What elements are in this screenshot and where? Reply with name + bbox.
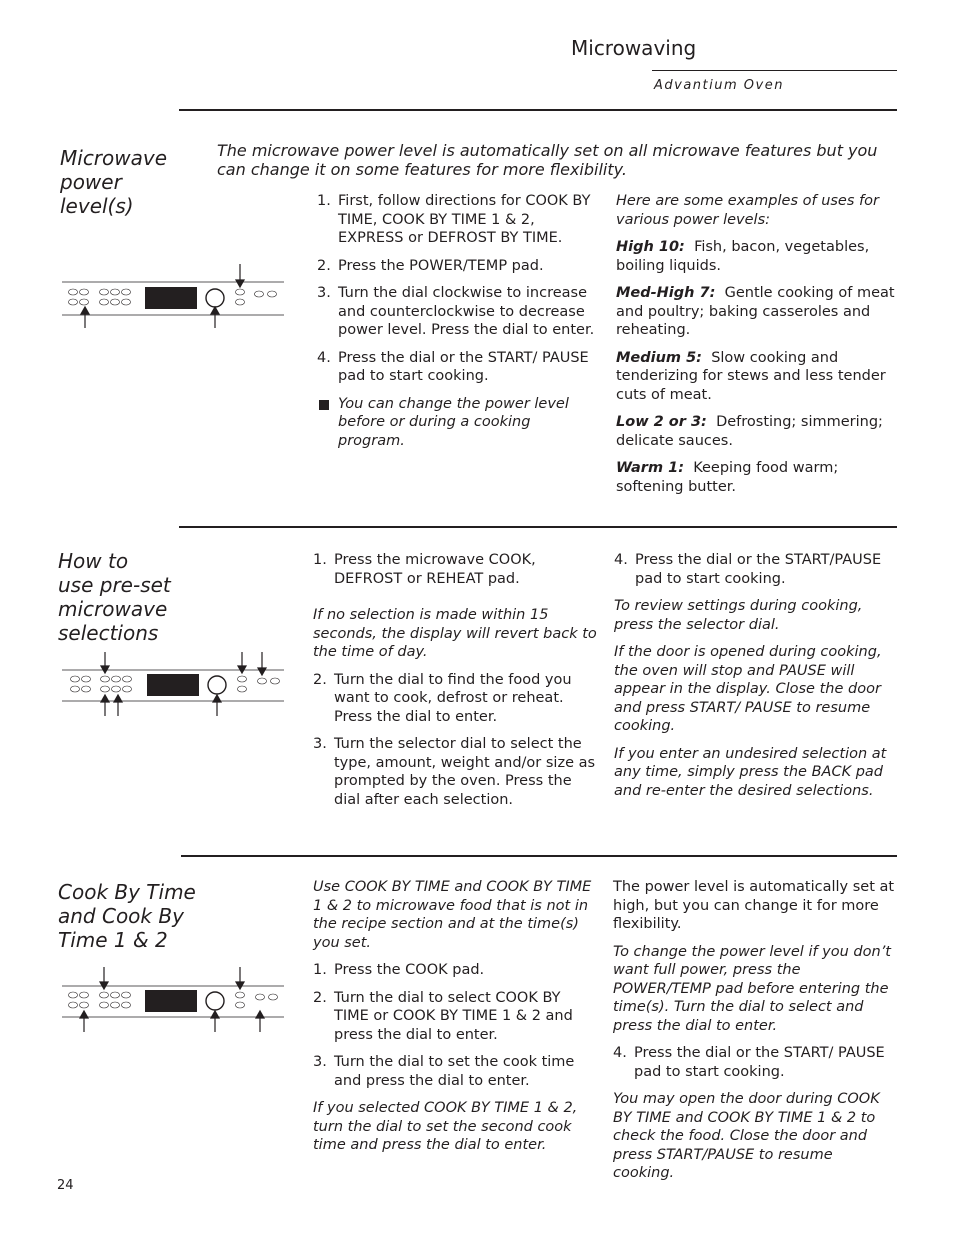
step-text: Turn the dial clockwise to increase and counterclockwise to decrease power level. Press the dial to enter. (338, 285, 595, 338)
note-text: You may open the door during COOK BY TIME and COOK BY TIME 1 & 2 to check the food. Close the door and press START/PAUSE to resume cooking. (613, 1091, 880, 1181)
list-item (317, 257, 599, 276)
header-divider (652, 70, 897, 71)
section2-title (58, 549, 171, 645)
step-text: Turn the dial to select COOK BY TIME or COOK BY TIME 1 & 2 and press the dial to enter. (334, 989, 573, 1043)
step-number: 3. (317, 285, 331, 301)
section-divider (181, 855, 897, 857)
section1-title (60, 146, 167, 218)
example-label: Medium 5: (616, 349, 702, 366)
list-item (317, 192, 599, 248)
note-text: If you enter an undesired selection at any time, simply press the BACK pad and re-enter the desired selections. (614, 745, 887, 799)
section1-steps-column (317, 192, 599, 459)
example-item (616, 413, 897, 450)
note-text: If you selected COOK BY TIME 1 & 2, turn the dial to set the second cook time and press the dial to enter. (313, 1100, 578, 1153)
note-item (317, 395, 599, 451)
section3-title-line: and Cook By (58, 904, 184, 928)
example-item (616, 238, 897, 275)
example-item (616, 349, 897, 405)
section2-title-line: selections (58, 621, 159, 645)
step-number: 4. (317, 349, 331, 366)
step-text: Press the microwave COOK, DEFROST or REHEAT pad. (334, 552, 536, 587)
section1-examples-column (616, 192, 897, 505)
step-text: Turn the dial to set the cook time and press the dial to enter. (334, 1054, 575, 1089)
section3-left-column (313, 878, 599, 1164)
section2-title-line: microwave (58, 597, 168, 621)
page-header-title: Microwaving (571, 36, 697, 60)
note-text: If the door is opened during cooking, the oven will stop and PAUSE will appear in the display. Close the door and press START/ PAUSE to resume cooking. (614, 644, 882, 734)
step-text: Turn the dial to find the food you want to cook, defrost or reheat. Press the dial to enter. (334, 671, 572, 725)
note-text: If no selection is made within 15 seconds, the display will revert back to the time of day. (313, 607, 597, 660)
step-text: Press the dial or the START/ PAUSE pad to start cooking. (338, 349, 589, 384)
step-text: First, follow directions for COOK BY TIME, COOK BY TIME 1 & 2, EXPRESS or DEFROST BY TIME. (338, 193, 591, 246)
section1-intro: The microwave power level is automatically set on all microwave features but you can change it on some features for more flexibility. (217, 141, 878, 179)
example-text: Keeping food warm; softening butter. (616, 460, 839, 495)
section3-title-line: Cook By Time (58, 880, 196, 904)
intro-text: Use COOK BY TIME and COOK BY TIME 1 & 2 to microwave food that is not in the recipe section and at the time(s) you set. (313, 879, 592, 951)
list-item (313, 1053, 599, 1090)
section1-title-line: level(s) (60, 194, 134, 218)
example-label: High 10: (616, 239, 685, 255)
step-number: 2. (313, 671, 327, 688)
step-number: 1. (313, 962, 327, 978)
list-item (317, 349, 599, 386)
list-item (313, 961, 599, 980)
example-label: Warm 1: (616, 460, 684, 476)
section2-title-line: How to (58, 549, 129, 573)
control-panel-diagram (60, 650, 286, 720)
body-text: The power level is automatically set at high, but you can change it for more flexibility. (613, 879, 895, 932)
page-header-subtitle: Advantium Oven (654, 78, 784, 93)
control-panel-diagram (60, 964, 286, 1036)
example-text: Fish, bacon, vegetables, boiling liquids. (616, 239, 870, 274)
section1-title-line: Microwave (60, 146, 168, 170)
step-number: 3. (313, 736, 327, 752)
step-number: 1. (313, 552, 327, 568)
section2-left-column (313, 551, 599, 818)
list-item (614, 551, 897, 588)
section2-right-column (614, 551, 897, 809)
section3-right-column (613, 878, 897, 1192)
example-label: Low 2 or 3: (616, 414, 707, 430)
example-label: Med-High 7: (616, 285, 716, 301)
step-text: Press the dial or the START/PAUSE pad to start cooking. (635, 552, 882, 587)
section2-title-line: use pre-set (58, 573, 171, 597)
note-text: To review settings during cooking, press the selector dial. (614, 598, 863, 633)
step-number: 2. (317, 257, 331, 274)
examples-intro: Here are some examples of uses for various power levels: (616, 193, 879, 228)
step-number: 2. (313, 989, 327, 1006)
step-number: 1. (317, 193, 331, 209)
section-divider (179, 526, 897, 528)
example-item (616, 459, 897, 496)
example-text: Slow cooking and tenderizing for stews and less tender cuts of meat. (616, 349, 886, 403)
step-number: 3. (313, 1054, 327, 1070)
section1-title-line: power (60, 170, 122, 194)
step-text: Turn the selector dial to select the type, amount, weight and/or size as prompted by the oven. Press the dial after each selection. (334, 736, 596, 808)
list-item (313, 989, 599, 1045)
note-text: To change the power level if you don’t want full power, press the POWER/TEMP pad before entering the time(s). Turn the dial to select and press the dial to enter. (613, 943, 891, 1034)
step-number: 4. (613, 1045, 627, 1061)
list-item (613, 1044, 897, 1081)
example-item (616, 284, 897, 340)
step-text: Press the COOK pad. (334, 962, 485, 978)
section3-title (58, 880, 196, 952)
section3-title-line: Time 1 & 2 (58, 928, 168, 952)
list-item (313, 671, 599, 727)
example-text: Defrosting; simmering; delicate sauces. (616, 414, 883, 449)
square-bullet-icon (319, 400, 329, 410)
list-item (313, 735, 599, 809)
section-divider-top (179, 109, 897, 111)
page-number: 24 (57, 1178, 74, 1193)
list-item (313, 551, 599, 588)
list-item (317, 284, 599, 340)
control-panel-diagram (60, 248, 286, 334)
step-text: Press the POWER/TEMP pad. (338, 257, 544, 274)
step-number: 4. (614, 552, 628, 568)
note-text: You can change the power level before or during a cooking program. (338, 395, 569, 449)
example-text: Gentle cooking of meat and poultry; baking casseroles and reheating. (616, 285, 895, 338)
step-text: Press the dial or the START/ PAUSE pad to start cooking. (634, 1045, 885, 1080)
